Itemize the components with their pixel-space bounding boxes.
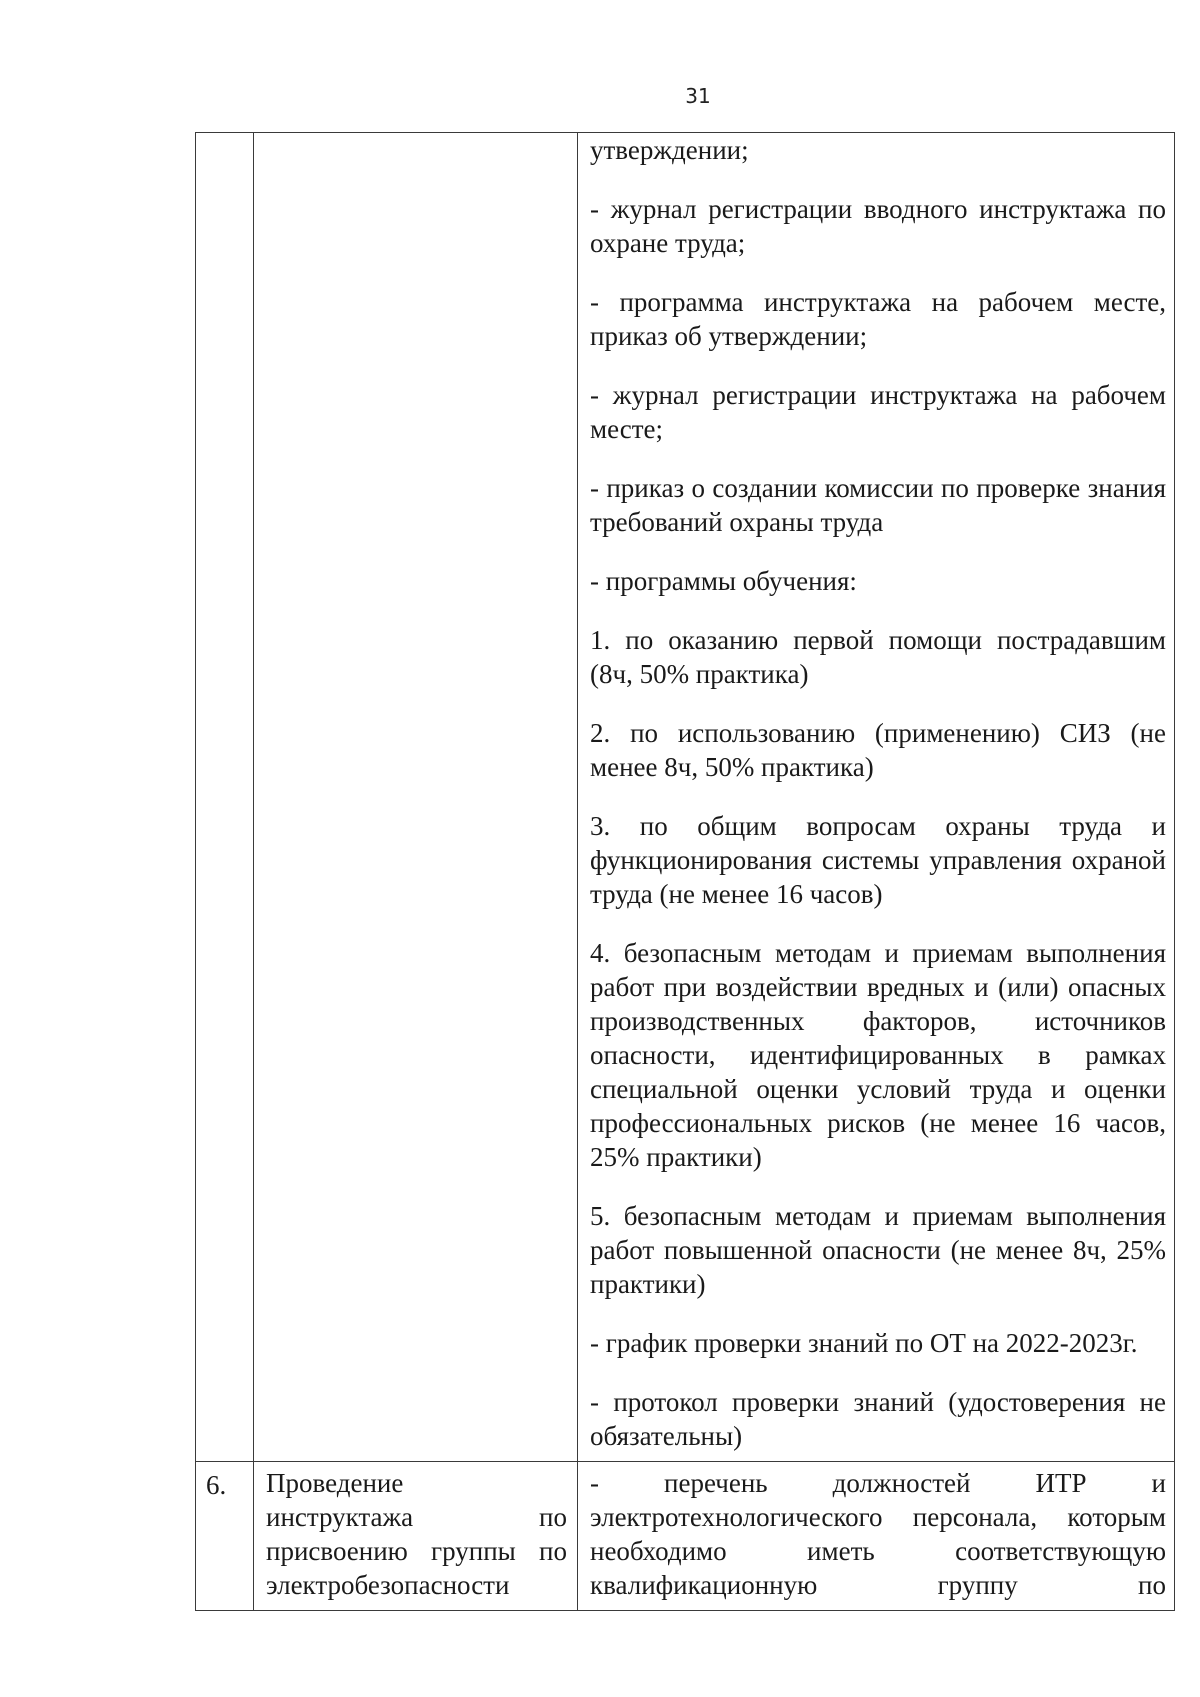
training-program-item: 4. безопасным методам и приемам выполнения работ при воздействии вредных и (или) опасных производственных факторов, источников опасности, идентифицированных в рамках специальной оценки условий труда и оценки профессиональных рисков (не менее 16 часов, 25% практики) (590, 938, 1166, 1172)
training-program-item: 1. по оказанию первой помощи пострадавшим (8ч, 50% практика) (590, 625, 1166, 689)
document-item: утверждении; (590, 135, 749, 165)
activity-name-line: присвоению группы по (266, 1536, 567, 1566)
page-number: 31 (685, 84, 711, 108)
document-item: - журнал регистрации инструктажа на рабочем месте; (590, 380, 1166, 444)
activity-name-line: электробезопасности (266, 1570, 510, 1600)
document-item: - протокол проверки знаний (удостоверения не обязательны) (590, 1387, 1166, 1451)
table-row-continued (196, 133, 1175, 1462)
activity-name-line: инструктажа по (266, 1502, 567, 1532)
requirements-table (195, 132, 1175, 1611)
documents-cell (578, 1462, 1175, 1611)
training-program-item: 2. по использованию (применению) СИЗ (не менее 8ч, 50% практика) (590, 718, 1166, 782)
activity-name-line: Проведение (266, 1468, 404, 1498)
document-item: - приказ о создании комиссии по проверке знания требований охраны труда (590, 473, 1166, 537)
document-line: квалификационную группу по (590, 1570, 1166, 1600)
document-item: - программы обучения: (590, 566, 857, 596)
row-number-cell (196, 133, 254, 1462)
document-line: электротехнологического персонала, которым (590, 1502, 1166, 1532)
documents-cell (578, 133, 1175, 1462)
document-item: - журнал регистрации вводного инструктажа по охране труда; (590, 194, 1166, 258)
activity-name-cell (254, 1462, 578, 1611)
row-number-cell: 6. (196, 1462, 254, 1611)
document-item: - программа инструктажа на рабочем месте, приказ об утверждении; (590, 287, 1166, 351)
document-line: необходимо иметь соответствующую (590, 1536, 1166, 1566)
activity-name-cell (254, 133, 578, 1462)
table-row-6 (196, 1462, 1175, 1611)
training-program-item: 5. безопасным методам и приемам выполнения работ повышенной опасности (не менее 8ч, 25% практики) (590, 1201, 1166, 1299)
training-program-item: 3. по общим вопросам охраны труда и функционирования системы управления охраной труда (не менее 16 часов) (590, 811, 1166, 909)
document-line: - перечень должностей ИТР и (590, 1468, 1166, 1498)
document-item: - график проверки знаний по ОТ на 2022-2023г. (590, 1328, 1138, 1358)
